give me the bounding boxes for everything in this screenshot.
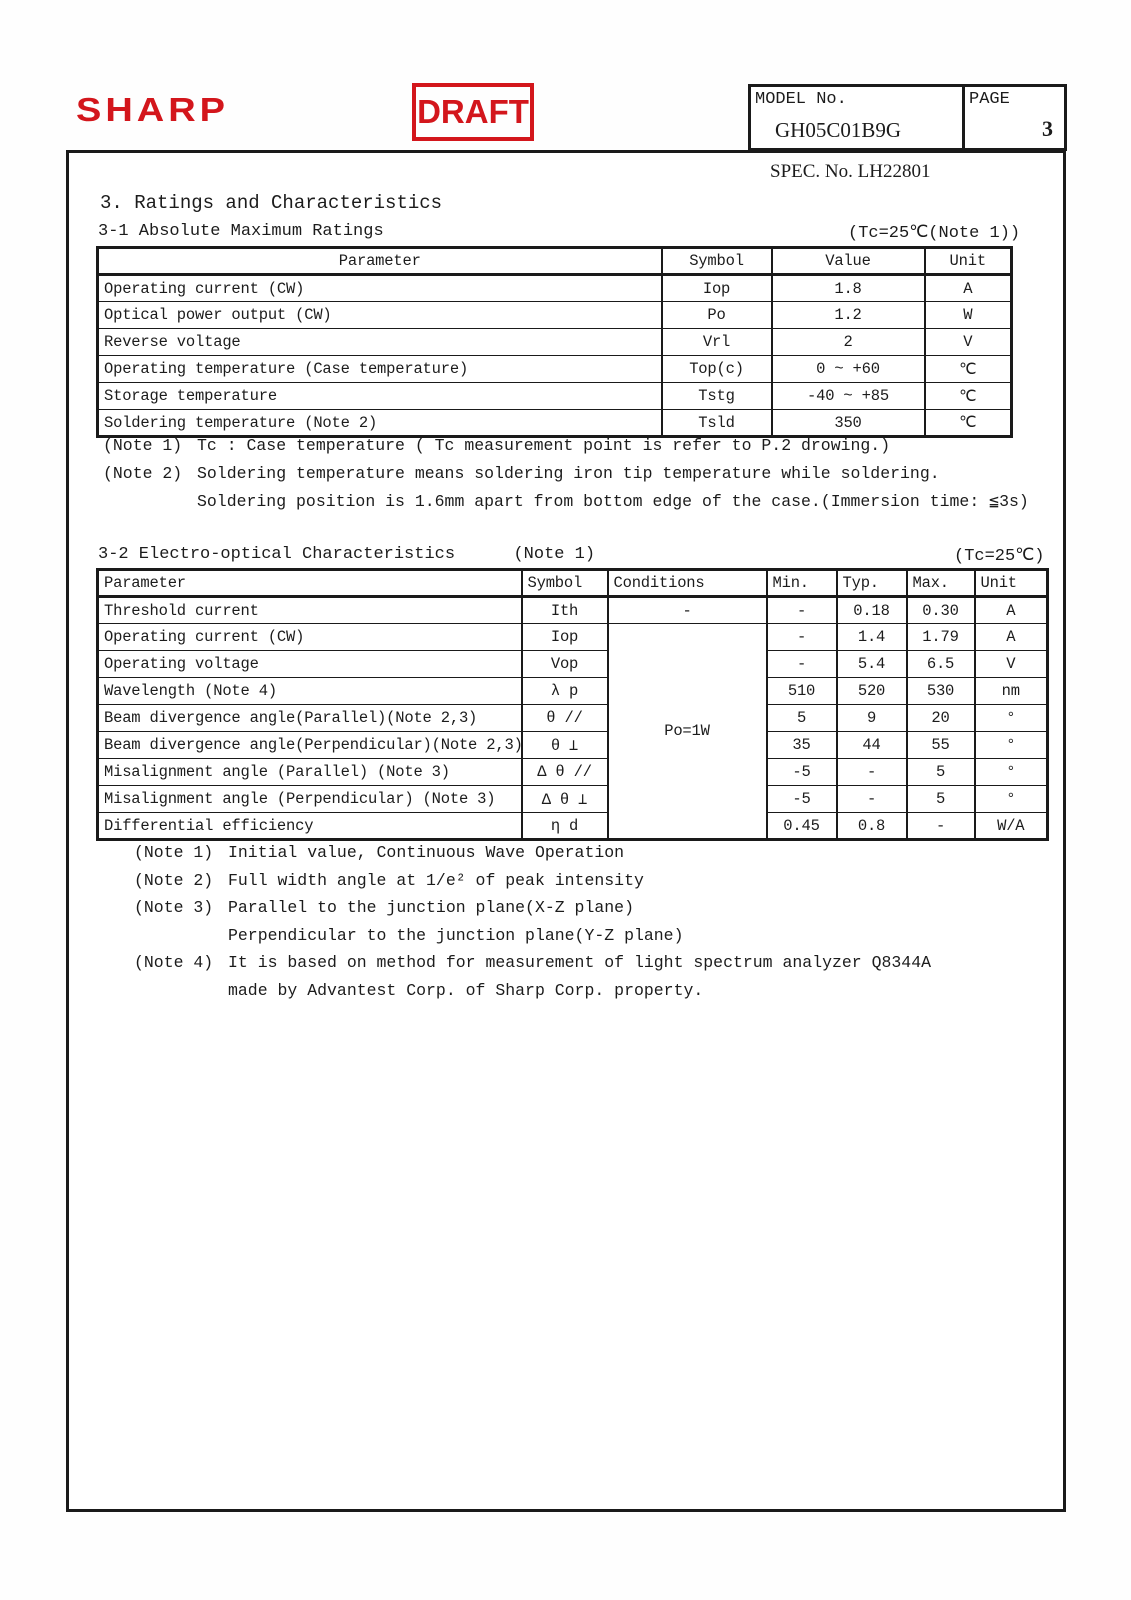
symbol-cell: η d xyxy=(522,813,608,840)
column-header-min: Min. xyxy=(767,570,837,597)
table-row xyxy=(98,759,1048,786)
parameter-cell: Differential efficiency xyxy=(98,813,522,840)
column-header-parameter: Parameter xyxy=(98,570,522,597)
min-cell: - xyxy=(767,651,837,678)
model-number: GH05C01B9G xyxy=(775,118,902,142)
column-header-max: Max. xyxy=(907,570,975,597)
min-cell: - xyxy=(767,624,837,651)
parameter-cell: Optical power output (CW) xyxy=(98,302,662,329)
max-cell: 6.5 xyxy=(907,651,975,678)
note-label: (Note 3) xyxy=(134,898,214,917)
unit-cell: ° xyxy=(975,732,1048,759)
value-cell: 1.8 xyxy=(772,275,925,302)
symbol-cell: Vrl xyxy=(662,329,772,356)
symbol-cell: Δ θ // xyxy=(522,759,608,786)
table-row xyxy=(98,302,1012,329)
table-header-row xyxy=(98,248,1012,275)
min-cell: - xyxy=(767,597,837,624)
note-line xyxy=(134,953,931,981)
table1-caption: 3-1 Absolute Maximum Ratings xyxy=(98,222,384,241)
parameter-cell: Soldering temperature (Note 2) xyxy=(98,410,662,437)
typ-cell: 0.18 xyxy=(837,597,907,624)
parameter-cell: Misalignment angle (Parallel) (Note 3) xyxy=(98,759,522,786)
min-cell: 510 xyxy=(767,678,837,705)
unit-cell: V xyxy=(925,329,1012,356)
symbol-cell: λ p xyxy=(522,678,608,705)
value-cell: 2 xyxy=(772,329,925,356)
max-cell: 5 xyxy=(907,786,975,813)
page-label: PAGE xyxy=(969,90,1010,109)
merged-conditions-cell: Po=1W xyxy=(608,624,767,840)
page-cell xyxy=(965,87,1064,148)
table-row xyxy=(98,624,1048,651)
column-header-symbol: Symbol xyxy=(522,570,608,597)
table-row xyxy=(98,410,1012,437)
unit-cell: W/A xyxy=(975,813,1048,840)
unit-cell: ℃ xyxy=(925,383,1012,410)
table1-condition: (Tc=25℃(Note 1)) xyxy=(848,224,1021,243)
note-line xyxy=(134,898,931,926)
symbol-cell: Vop xyxy=(522,651,608,678)
typ-cell: 0.8 xyxy=(837,813,907,840)
note-text: Full width angle at 1/e² of peak intensity xyxy=(228,870,644,890)
note-label: (Note 4) xyxy=(134,953,214,972)
parameter-cell: Misalignment angle (Perpendicular) (Note 3) xyxy=(98,786,522,813)
unit-cell: ℃ xyxy=(925,356,1012,383)
value-cell: 0 ~ +60 xyxy=(772,356,925,383)
parameter-cell: Operating voltage xyxy=(98,651,522,678)
max-cell: 5 xyxy=(907,759,975,786)
min-cell: 0.45 xyxy=(767,813,837,840)
note-text: Soldering temperature means soldering iron tip temperature while soldering. xyxy=(197,463,940,483)
unit-cell: nm xyxy=(975,678,1048,705)
column-header-typ: Typ. xyxy=(837,570,907,597)
max-cell: 55 xyxy=(907,732,975,759)
table2-caption xyxy=(98,545,595,564)
unit-cell: ° xyxy=(975,705,1048,732)
symbol-cell: Ith xyxy=(522,597,608,624)
typ-cell: 1.4 xyxy=(837,624,907,651)
parameter-cell: Beam divergence angle(Parallel)(Note 2,3) xyxy=(98,705,522,732)
unit-cell: A xyxy=(975,597,1048,624)
table-row xyxy=(98,651,1048,678)
note-text: Soldering position is 1.6mm apart from bottom edge of the case.(Immersion time: ≦3s) xyxy=(197,492,1029,511)
note-label: (Note 2) xyxy=(134,870,214,890)
min-cell: 5 xyxy=(767,705,837,732)
note-line xyxy=(103,491,1029,519)
note-line xyxy=(103,436,1029,464)
note-label: (Note 1) xyxy=(134,843,214,862)
parameter-cell: Operating current (CW) xyxy=(98,275,662,302)
table2-caption-note: (Note 1) xyxy=(513,545,596,564)
sharp-logo: SHARP xyxy=(76,92,230,129)
symbol-cell: Δ θ ⊥ xyxy=(522,786,608,813)
table-row xyxy=(98,329,1012,356)
max-cell: 1.79 xyxy=(907,624,975,651)
symbol-cell: Tstg xyxy=(662,383,772,410)
table2-condition: (Tc=25℃) xyxy=(954,547,1045,566)
note-text: made by Advantest Corp. of Sharp Corp. property. xyxy=(228,980,704,1000)
table-row xyxy=(98,275,1012,302)
model-cell xyxy=(751,87,965,148)
note-line xyxy=(134,843,931,871)
title-block xyxy=(748,84,1067,151)
table2-caption-text: 3-2 Electro-optical Characteristics xyxy=(98,545,456,564)
parameter-cell: Operating current (CW) xyxy=(98,624,522,651)
parameter-cell: Wavelength (Note 4) xyxy=(98,678,522,705)
unit-cell: ℃ xyxy=(925,410,1012,437)
typ-cell: 5.4 xyxy=(837,651,907,678)
spec-number: SPEC. No. LH22801 xyxy=(770,161,931,182)
unit-cell: W xyxy=(925,302,1012,329)
max-cell: - xyxy=(907,813,975,840)
table-header-row xyxy=(98,570,1048,597)
min-cell: -5 xyxy=(767,786,837,813)
value-cell: 1.2 xyxy=(772,302,925,329)
unit-cell: V xyxy=(975,651,1048,678)
note-label: (Note 1) xyxy=(103,436,183,455)
symbol-cell: θ ⊥ xyxy=(522,732,608,759)
note-text: Perpendicular to the junction plane(Y-Z plane) xyxy=(228,925,684,945)
unit-cell: ° xyxy=(975,759,1048,786)
symbol-cell: Iop xyxy=(662,275,772,302)
symbol-cell: θ // xyxy=(522,705,608,732)
table-row xyxy=(98,678,1048,705)
min-cell: -5 xyxy=(767,759,837,786)
table-row xyxy=(98,732,1048,759)
table2-notes xyxy=(134,843,931,1008)
typ-cell: 44 xyxy=(837,732,907,759)
page-number: 3 xyxy=(1042,116,1053,141)
min-cell: 35 xyxy=(767,732,837,759)
parameter-cell: Beam divergence angle(Perpendicular)(Note 2,3) xyxy=(98,732,522,759)
note-line xyxy=(134,871,931,899)
table-row xyxy=(98,813,1048,840)
parameter-cell: Reverse voltage xyxy=(98,329,662,356)
typ-cell: - xyxy=(837,786,907,813)
section-title: 3. Ratings and Characteristics xyxy=(100,192,443,214)
max-cell: 20 xyxy=(907,705,975,732)
column-header-symbol: Symbol xyxy=(662,248,772,275)
symbol-cell: Tsld xyxy=(662,410,772,437)
symbol-cell: Po xyxy=(662,302,772,329)
table-row xyxy=(98,705,1048,732)
table-row xyxy=(98,356,1012,383)
value-cell: -40 ~ +85 xyxy=(772,383,925,410)
note-line xyxy=(103,464,1029,492)
table-row xyxy=(98,786,1048,813)
max-cell: 530 xyxy=(907,678,975,705)
table1-notes xyxy=(103,436,1029,519)
column-header-unit: Unit xyxy=(925,248,1012,275)
draft-stamp xyxy=(412,83,534,141)
symbol-cell: Top(c) xyxy=(662,356,772,383)
note-line xyxy=(134,926,931,954)
table-row xyxy=(98,383,1012,410)
max-cell: 0.30 xyxy=(907,597,975,624)
column-header-value: Value xyxy=(772,248,925,275)
column-header-conditions: Conditions xyxy=(608,570,767,597)
note-text: It is based on method for measurement of light spectrum analyzer Q8344A xyxy=(228,953,932,972)
unit-cell: ° xyxy=(975,786,1048,813)
draft-stamp-label: DRAFT xyxy=(417,93,529,130)
typ-cell: - xyxy=(837,759,907,786)
symbol-cell: Iop xyxy=(522,624,608,651)
note-text: Tc : Case temperature ( Tc measurement point is refer to P.2 drowing.) xyxy=(197,436,891,455)
value-cell: 350 xyxy=(772,410,925,437)
electro-optical-characteristics-table xyxy=(96,568,1049,841)
typ-cell: 9 xyxy=(837,705,907,732)
conditions-cell: - xyxy=(608,597,767,624)
note-text: Initial value, Continuous Wave Operation xyxy=(228,843,625,862)
table-row xyxy=(98,597,1048,624)
note-text: Parallel to the junction plane(X-Z plane) xyxy=(228,898,634,917)
parameter-cell: Operating temperature (Case temperature) xyxy=(98,356,662,383)
column-header-unit: Unit xyxy=(975,570,1048,597)
column-header-parameter: Parameter xyxy=(98,248,662,275)
note-label: (Note 2) xyxy=(103,463,183,483)
note-line xyxy=(134,981,931,1009)
model-label: MODEL No. xyxy=(755,90,847,109)
typ-cell: 520 xyxy=(837,678,907,705)
parameter-cell: Threshold current xyxy=(98,597,522,624)
absolute-maximum-ratings-table xyxy=(96,246,1013,438)
unit-cell: A xyxy=(975,624,1048,651)
parameter-cell: Storage temperature xyxy=(98,383,662,410)
unit-cell: A xyxy=(925,275,1012,302)
